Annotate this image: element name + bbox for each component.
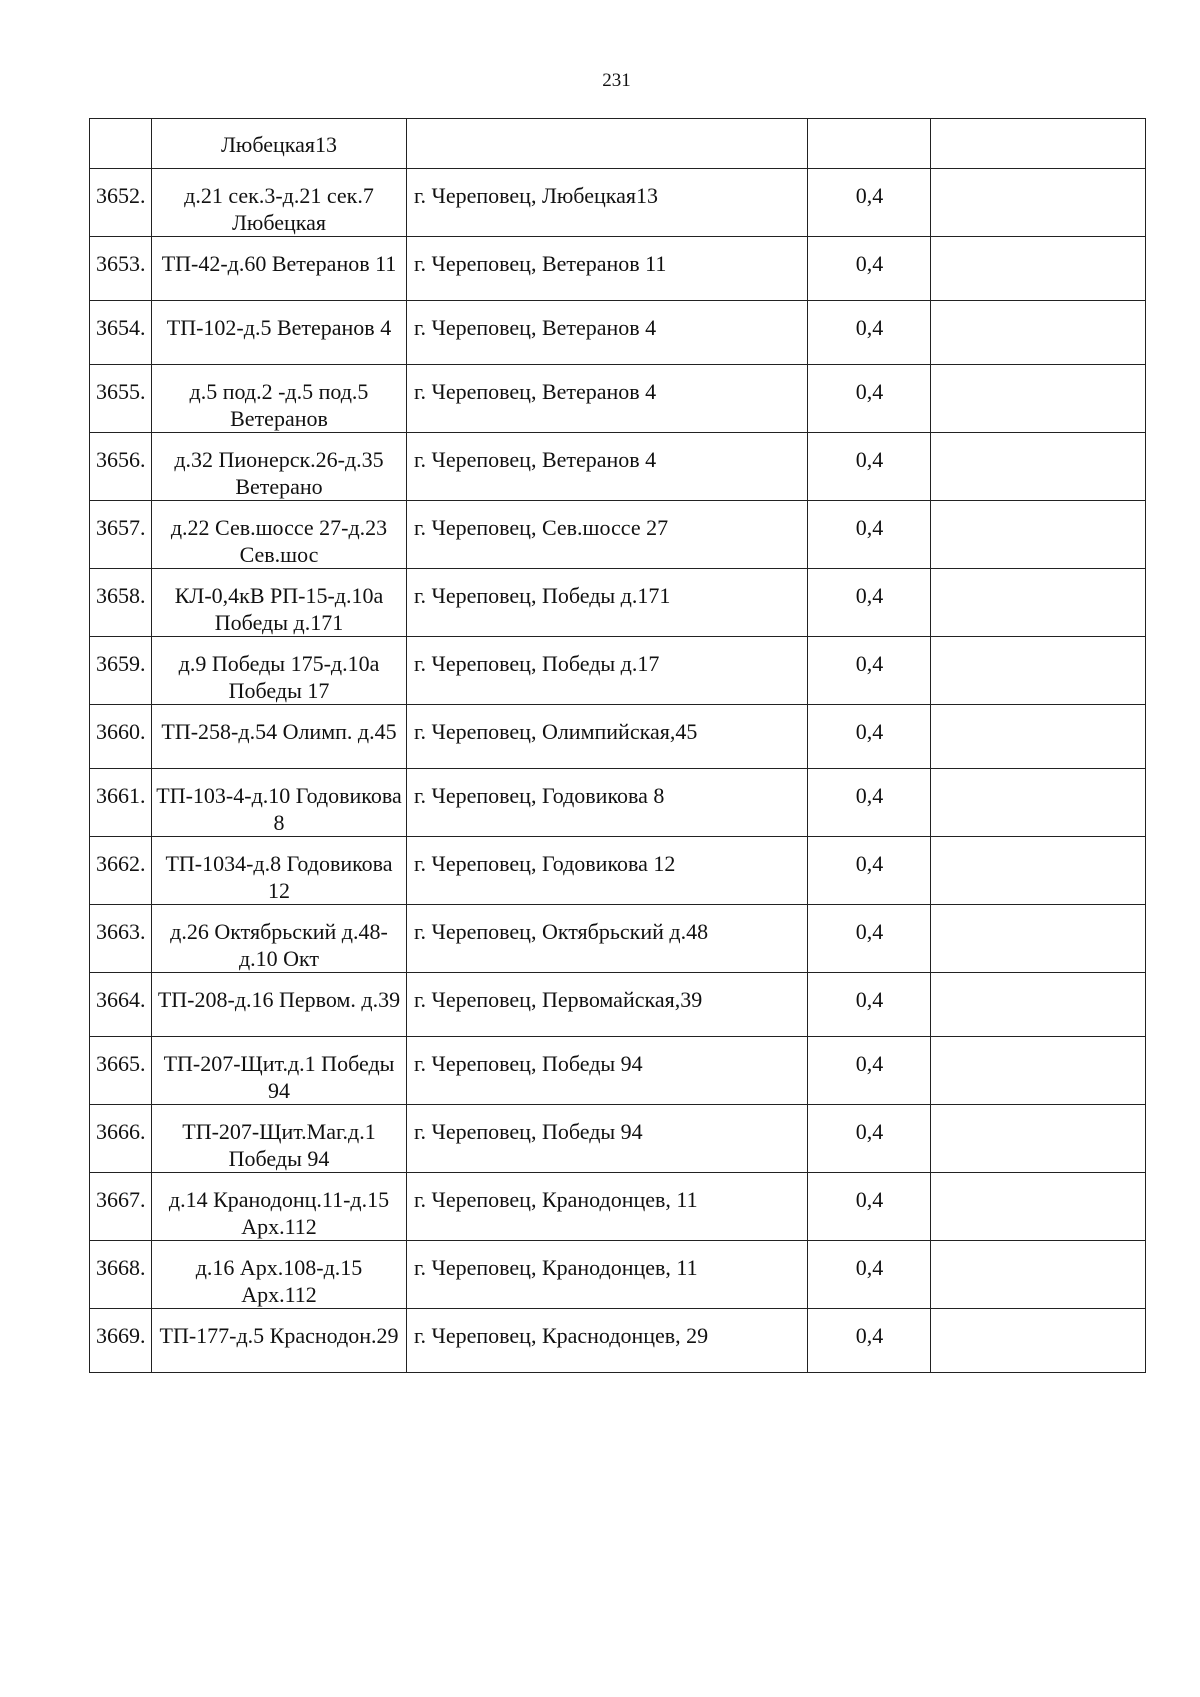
- cell-voltage: 0,4: [808, 973, 931, 1037]
- cell-address: г. Череповец, Кранодонцев, 11: [407, 1241, 808, 1309]
- table-row: [90, 169, 1146, 237]
- cell-name: ТП-102-д.5 Ветеранов 4: [152, 301, 407, 365]
- cell-voltage: 0,4: [808, 501, 931, 569]
- cell-extra: [931, 569, 1146, 637]
- cell-address: г. Череповец, Победы д.171: [407, 569, 808, 637]
- table-row: [90, 237, 1146, 301]
- cell-extra: [931, 1105, 1146, 1173]
- cell-extra: [931, 973, 1146, 1037]
- cell-extra: [931, 501, 1146, 569]
- cell-voltage: 0,4: [808, 301, 931, 365]
- table-row: [90, 301, 1146, 365]
- cell-address: г. Череповец, Ветеранов 11: [407, 237, 808, 301]
- cell-address: г. Череповец, Кранодонцев, 11: [407, 1173, 808, 1241]
- cell-extra: [931, 237, 1146, 301]
- table-row: [90, 1309, 1146, 1373]
- cell-name: ТП-103-4-д.10 Годовикова 8: [152, 769, 407, 837]
- cell-number: 3669.: [90, 1309, 152, 1373]
- table-row: [90, 365, 1146, 433]
- cell-voltage: 0,4: [808, 1037, 931, 1105]
- cell-address: г. Череповец, Октябрьский д.48: [407, 905, 808, 973]
- table-row: [90, 1241, 1146, 1309]
- cell-number: 3662.: [90, 837, 152, 905]
- cell-number: 3665.: [90, 1037, 152, 1105]
- cell-voltage: 0,4: [808, 1309, 931, 1373]
- cell-address: г. Череповец, Победы 94: [407, 1037, 808, 1105]
- cell-number: 3660.: [90, 705, 152, 769]
- table-row: [90, 1173, 1146, 1241]
- cell-extra: [931, 301, 1146, 365]
- cell-name: ТП-258-д.54 Олимп. д.45: [152, 705, 407, 769]
- objects-table: [89, 118, 1146, 1373]
- cell-extra: [931, 1309, 1146, 1373]
- cell-number: 3661.: [90, 769, 152, 837]
- cell-number: 3653.: [90, 237, 152, 301]
- table-row-continued: [90, 119, 1146, 169]
- cell-voltage: 0,4: [808, 365, 931, 433]
- cell-name: КЛ-0,4кВ РП-15-д.10а Победы д.171: [152, 569, 407, 637]
- cell-voltage: 0,4: [808, 705, 931, 769]
- cell-name: ТП-1034-д.8 Годовикова 12: [152, 837, 407, 905]
- table-row: [90, 905, 1146, 973]
- cell-extra: [931, 705, 1146, 769]
- cell-voltage: 0,4: [808, 905, 931, 973]
- cell-voltage: 0,4: [808, 569, 931, 637]
- cell-number: 3664.: [90, 973, 152, 1037]
- cell-name: д.22 Сев.шоссе 27-д.23 Сев.шос: [152, 501, 407, 569]
- cell-name: д.26 Октябрьский д.48-д.10 Окт: [152, 905, 407, 973]
- table-row: [90, 1105, 1146, 1173]
- cell-number: 3658.: [90, 569, 152, 637]
- cell-number: 3657.: [90, 501, 152, 569]
- cell-extra: [931, 769, 1146, 837]
- cell-voltage: 0,4: [808, 1241, 931, 1309]
- cell-address: г. Череповец, Сев.шоссе 27: [407, 501, 808, 569]
- cell-extra: [931, 637, 1146, 705]
- cell-name: Любецкая13: [152, 119, 407, 169]
- cell-extra: [931, 1037, 1146, 1105]
- cell-number: 3652.: [90, 169, 152, 237]
- cell-address: г. Череповец, Ветеранов 4: [407, 301, 808, 365]
- cell-name: д.9 Победы 175-д.10а Победы 17: [152, 637, 407, 705]
- table-row: [90, 837, 1146, 905]
- cell-address: г. Череповец, Ветеранов 4: [407, 365, 808, 433]
- cell-address: г. Череповец, Первомайская,39: [407, 973, 808, 1037]
- cell-voltage: 0,4: [808, 769, 931, 837]
- cell-extra: [931, 905, 1146, 973]
- cell-voltage: 0,4: [808, 1105, 931, 1173]
- cell-extra: [931, 1173, 1146, 1241]
- cell-address: г. Череповец, Годовикова 8: [407, 769, 808, 837]
- table-row: [90, 769, 1146, 837]
- cell-number: 3666.: [90, 1105, 152, 1173]
- cell-name: ТП-42-д.60 Ветеранов 11: [152, 237, 407, 301]
- table-row: [90, 433, 1146, 501]
- cell-voltage: 0,4: [808, 1173, 931, 1241]
- cell-number: 3667.: [90, 1173, 152, 1241]
- cell-voltage: 0,4: [808, 169, 931, 237]
- cell-number: 3654.: [90, 301, 152, 365]
- cell-voltage: 0,4: [808, 433, 931, 501]
- cell-name: д.32 Пионерск.26-д.35 Ветерано: [152, 433, 407, 501]
- cell-number: [90, 119, 152, 169]
- cell-name: д.16 Арх.108-д.15 Арх.112: [152, 1241, 407, 1309]
- cell-voltage: 0,4: [808, 237, 931, 301]
- cell-name: ТП-208-д.16 Первом. д.39: [152, 973, 407, 1037]
- cell-address: г. Череповец, Годовикова 12: [407, 837, 808, 905]
- cell-number: 3668.: [90, 1241, 152, 1309]
- table-row: [90, 637, 1146, 705]
- cell-address: г. Череповец, Победы д.17: [407, 637, 808, 705]
- table-row: [90, 1037, 1146, 1105]
- cell-address: [407, 119, 808, 169]
- cell-number: 3656.: [90, 433, 152, 501]
- cell-name: д.14 Кранодонц.11-д.15 Арх.112: [152, 1173, 407, 1241]
- table-row: [90, 501, 1146, 569]
- table-row: [90, 973, 1146, 1037]
- cell-voltage: 0,4: [808, 637, 931, 705]
- cell-address: г. Череповец, Краснодонцев, 29: [407, 1309, 808, 1373]
- page-number: 231: [602, 70, 631, 91]
- cell-address: г. Череповец, Победы 94: [407, 1105, 808, 1173]
- cell-number: 3659.: [90, 637, 152, 705]
- cell-extra: [931, 365, 1146, 433]
- cell-number: 3655.: [90, 365, 152, 433]
- table-body: [90, 119, 1146, 1373]
- cell-voltage: [808, 119, 931, 169]
- cell-name: д.5 под.2 -д.5 под.5 Ветеранов: [152, 365, 407, 433]
- cell-extra: [931, 169, 1146, 237]
- table-row: [90, 569, 1146, 637]
- cell-name: ТП-207-Щит.Маг.д.1 Победы 94: [152, 1105, 407, 1173]
- cell-address: г. Череповец, Олимпийская,45: [407, 705, 808, 769]
- cell-address: г. Череповец, Любецкая13: [407, 169, 808, 237]
- table-row: [90, 705, 1146, 769]
- cell-name: ТП-207-Щит.д.1 Победы 94: [152, 1037, 407, 1105]
- cell-name: ТП-177-д.5 Краснодон.29: [152, 1309, 407, 1373]
- cell-number: 3663.: [90, 905, 152, 973]
- cell-extra: [931, 433, 1146, 501]
- cell-extra: [931, 119, 1146, 169]
- cell-extra: [931, 837, 1146, 905]
- cell-address: г. Череповец, Ветеранов 4: [407, 433, 808, 501]
- cell-voltage: 0,4: [808, 837, 931, 905]
- cell-extra: [931, 1241, 1146, 1309]
- cell-name: д.21 сек.3-д.21 сек.7 Любецкая: [152, 169, 407, 237]
